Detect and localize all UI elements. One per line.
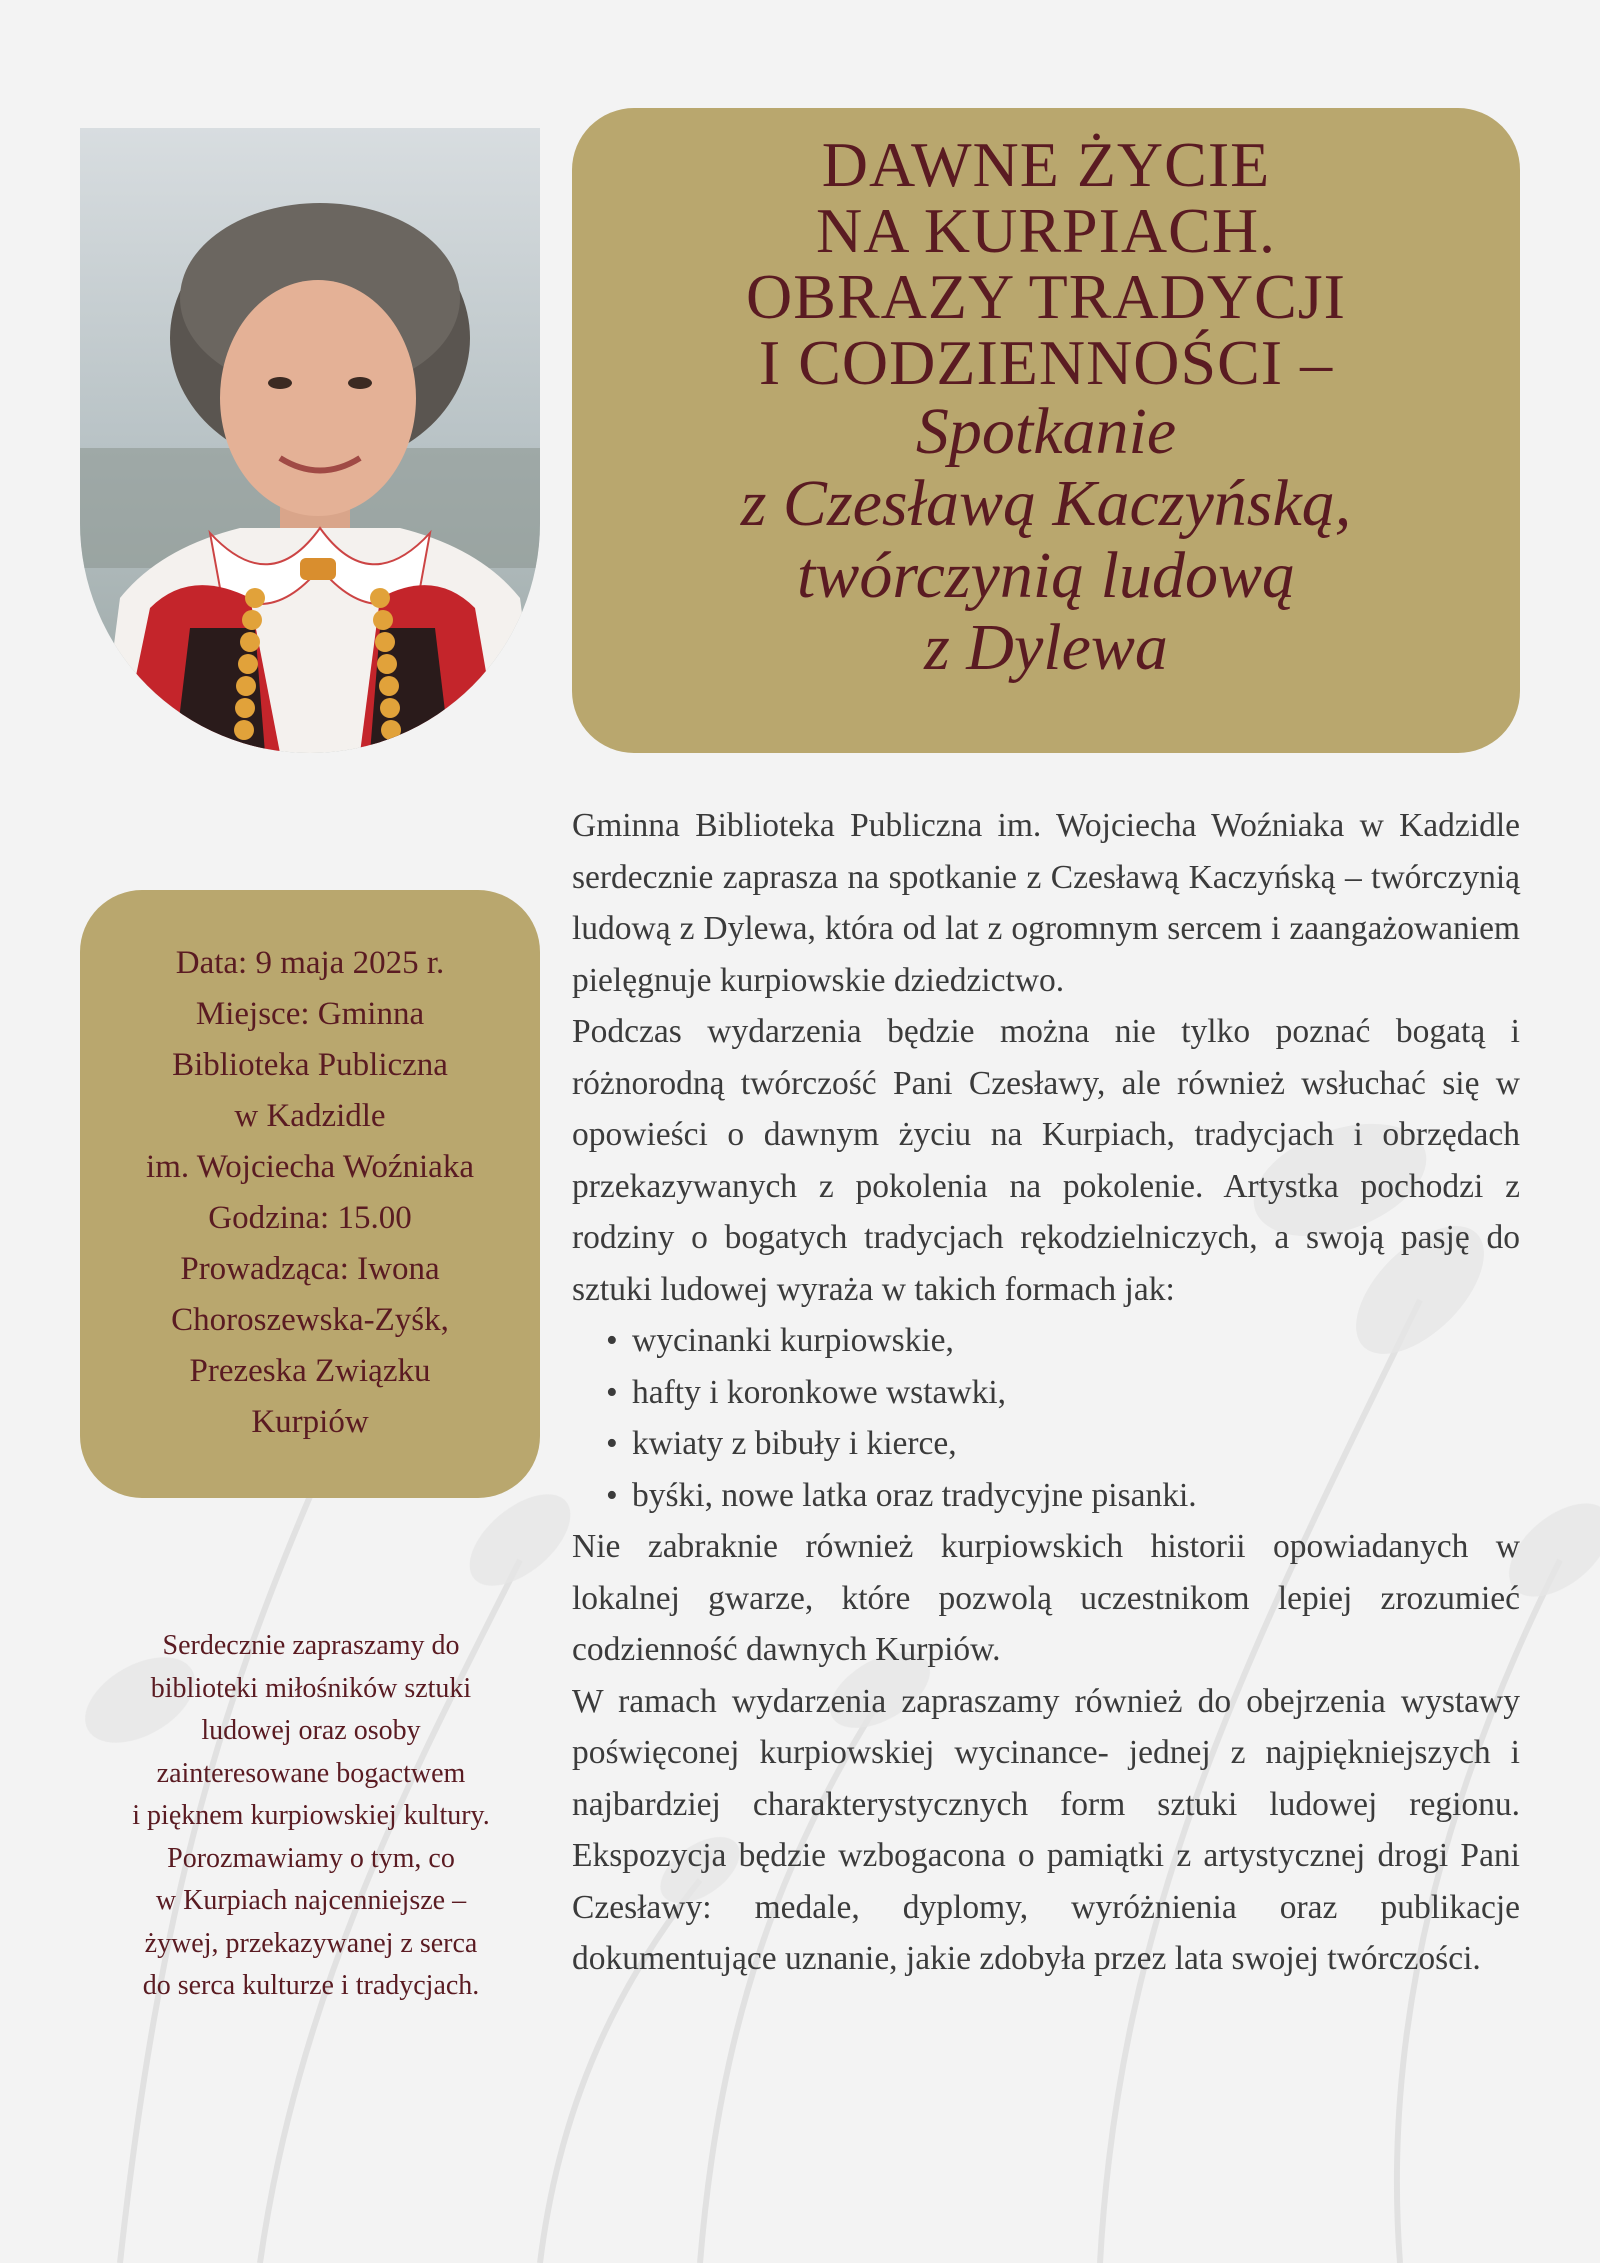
invitation-line: do serca kulturze i tradycjach. [142,1970,480,2001]
description-paragraph: Nie zabraknie również kurpiowskich historii opowiadanych w lokalnej gwarze, które pozwolą uczestnikom lepiej zrozumieć codzienność dawnych Kurpiów. [572,1528,1520,1668]
invitation-line: Serdecznie zapraszamy do [162,1630,460,1661]
invitation-line: w Kurpiach najcenniejsze – [155,1885,467,1916]
list-item: • hafty i koronkowe wstawki, [632,1367,1520,1419]
info-line: w Kadzidle [234,1098,386,1134]
event-info-box [80,890,540,1498]
portrait-illustration [80,128,540,753]
title-line: DAWNE ŻYCIE [821,129,1271,200]
invitation-line: biblioteki miłośników sztuki [150,1672,472,1704]
info-date: Data: 9 maja 2025 r. [175,945,445,981]
art-forms-list [572,1315,1520,1521]
title-heading [602,129,1490,398]
info-line: Biblioteka Publiczna [172,1047,448,1083]
title-line: I CODZIENNOŚCI – [758,327,1334,398]
list-item: • wycinanki kurpiowskie, [632,1315,1520,1367]
event-description [572,800,1520,1985]
info-line: Miejsce: Gminna [195,996,425,1032]
info-line: Choroszewska-Zyśk, [171,1302,449,1338]
subtitle-line: twórczynią ludową [796,539,1296,612]
description-paragraph: Podczas wydarzenia będzie można nie tylko poznać bogatą i różnorodną twórczość Pani Czesławy, ale również wsłuchać się w opowieści o dawnym życiu na Kurpiach, tradycjach i obrzędach przekazywanych z pokolenia na pokolenie. Artystka pochodzi z rodziny o bogatych tradycjach rękodzielniczych, a swoją pasję do sztuki ludowej wyraża w takich formach jak: [572,1013,1520,1308]
invitation-line: żywej, przekazywanej z serca [144,1927,478,1959]
invitation-text [66,1625,556,2008]
invitation-line: zainteresowane bogactwem [156,1757,466,1789]
info-line: im. Wojciecha Woźniaka [146,1149,474,1185]
list-item: • kwiaty z bibuły i kierce, [632,1418,1520,1470]
info-time: Godzina: 15.00 [208,1200,412,1236]
info-line: Kurpiów [251,1404,369,1440]
subtitle-line: z Dylewa [924,611,1168,684]
portrait-photo [80,128,540,753]
subtitle-line: Spotkanie [915,395,1177,468]
title-box [572,108,1520,753]
invitation-line: ludowej oraz osoby [201,1715,421,1746]
description-paragraph: W ramach wydarzenia zapraszamy również do obejrzenia wystawy poświęconej kurpiowskiej wycinance- jednej z najpiękniejszych i najbardziej charakterystycznych form sztuki ludowej regionu. Ekspozycja będzie wzbogacona o pamiątki z artystycznej drogi Pani Czesławy: medale, dyplomy, wyróżnienia oraz publikacje dokumentujące uznanie, jakie zdobyła przez lata swojej twórczości. [572,1682,1520,1977]
title-line: NA KURPIACH. [815,195,1277,266]
title-line: OBRAZY TRADYCJI [746,261,1346,332]
subtitle-line: z Czesławą Kaczyńską, [740,467,1352,540]
info-line: Prowadząca: Iwona [180,1251,440,1287]
list-item: • byśki, nowe latka oraz tradycyjne pisanki. [632,1470,1520,1522]
title-subheading [602,396,1490,684]
invitation-line: Porozmawiamy o tym, co [167,1842,455,1874]
info-line: Prezeska Związku [189,1353,431,1389]
invitation-line: i pięknem kurpiowskiej kultury. [132,1800,490,1831]
description-paragraph: Gminna Biblioteka Publiczna im. Wojciecha Woźniaka w Kadzidle serdecznie zaprasza na spotkanie z Czesławą Kaczyńską – twórczynią ludową z Dylewa, która od lat z ogromnym sercem i zaangażowaniem pielęgnuje kurpiowskie dziedzictwo. [572,807,1520,999]
